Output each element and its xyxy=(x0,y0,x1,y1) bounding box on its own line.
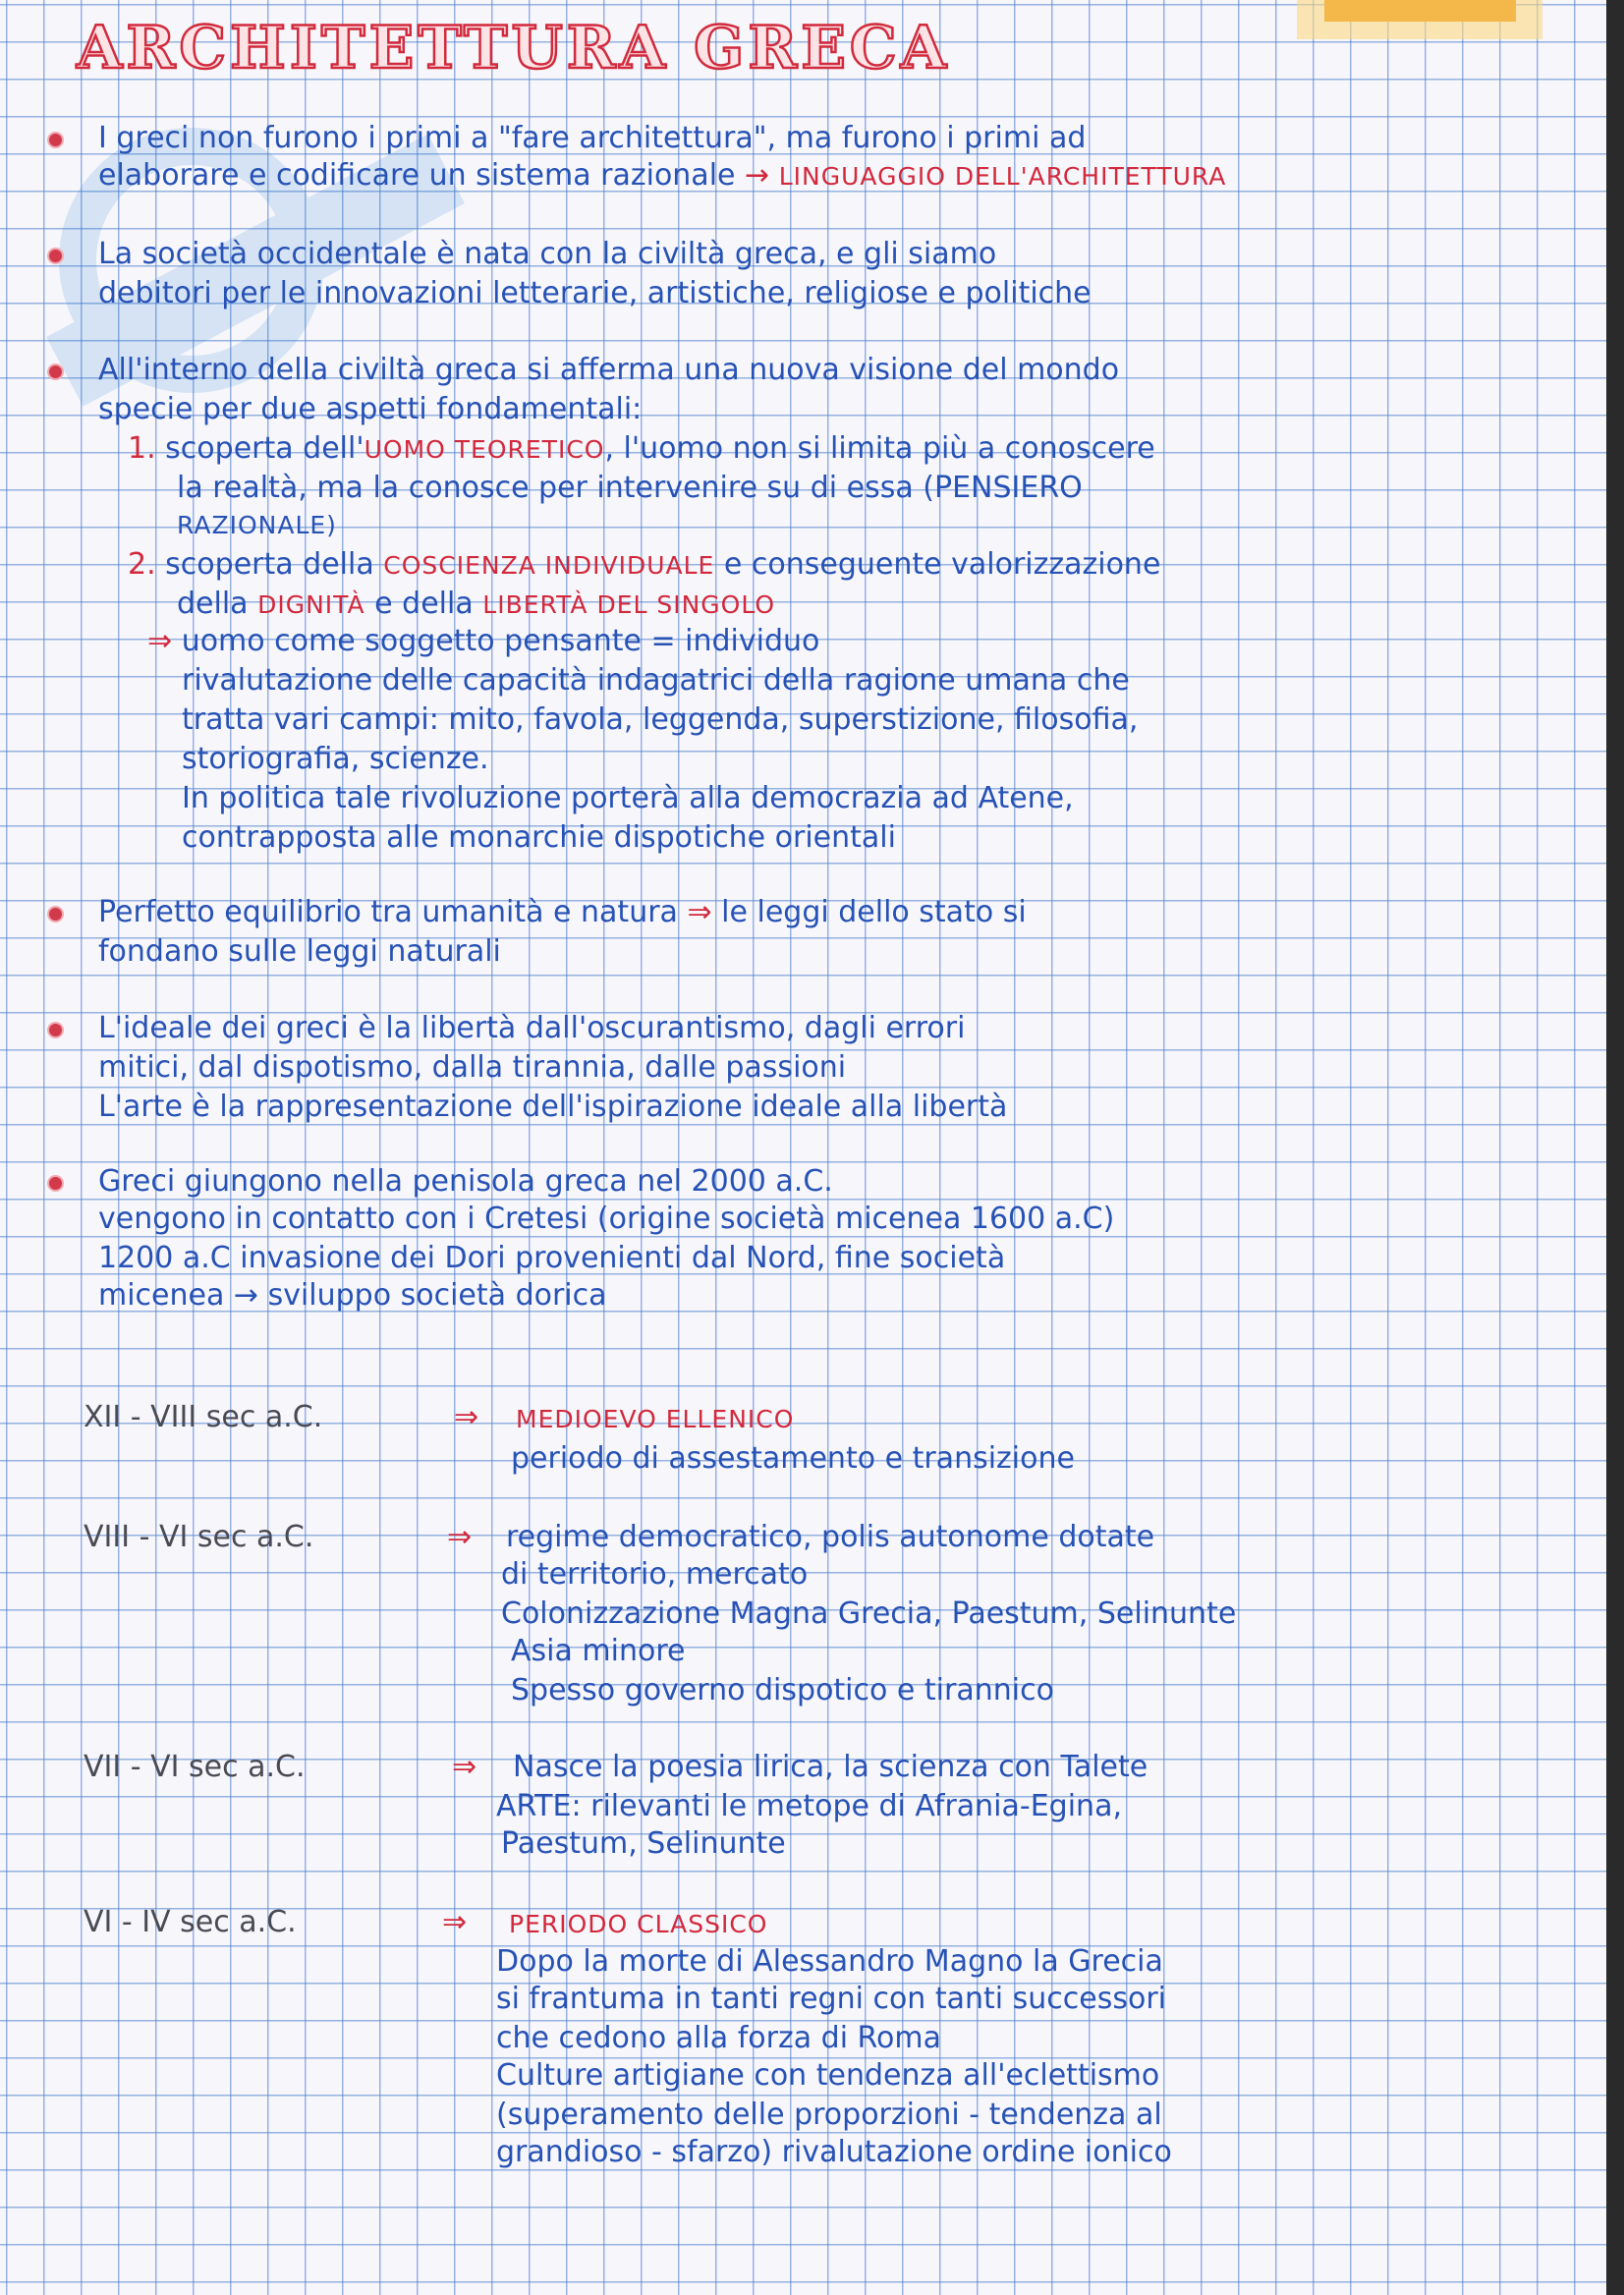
note-line: 1200 a.C invasione dei Dori provenienti dal Nord, fine società xyxy=(98,1241,1006,1275)
note-text: , l'uomo non si limita più a conoscere xyxy=(604,431,1155,466)
note-text: le leggi dello stato si xyxy=(721,895,1027,929)
note-line: In politica tale rivoluzione porterà alla democrazia ad Atene, xyxy=(182,781,1074,815)
note-line xyxy=(177,586,775,624)
timeline-era: VI - IV sec a.C. xyxy=(84,1905,297,1939)
note-line: storiografia, scienze. xyxy=(182,742,489,776)
bullet-dot-icon xyxy=(47,132,64,148)
notebook-edge xyxy=(1606,0,1624,2295)
note-text: scoperta dell' xyxy=(165,431,364,466)
bullet-dot-icon xyxy=(47,906,64,923)
timeline-era: XII - VIII sec a.C. xyxy=(84,1400,323,1434)
note-line: micenea → sviluppo società dorica xyxy=(98,1278,607,1313)
bullet-dot-icon xyxy=(47,1175,64,1192)
note-line: vengono in contatto con i Cretesi (origine società micenea 1600 a.C) xyxy=(98,1202,1115,1236)
bullet-dot-icon xyxy=(47,248,64,264)
note-line: specie per due aspetti fondamentali: xyxy=(98,392,643,426)
timeline-line: grandioso - sfarzo) rivalutazione ordine ionico xyxy=(496,2135,1172,2169)
double-arrow-icon: ⇒ xyxy=(687,895,712,929)
timeline-line: (superamento delle proporzioni - tendenza al xyxy=(496,2098,1162,2132)
note-line: mitici, dal dispotismo, dalla tirannia, dalle passioni xyxy=(98,1050,847,1085)
timeline-heading: PERIODO CLASSICO xyxy=(509,1910,768,1938)
bullet-dot-icon xyxy=(47,1022,64,1038)
timeline-line: che cedono alla forza di Roma xyxy=(496,2021,942,2055)
timeline-line: periodo di assestamento e transizione xyxy=(511,1441,1075,1476)
double-arrow-icon: ⇒ xyxy=(147,624,173,658)
timeline-line: Nasce la poesia lirica, la scienza con Talete xyxy=(513,1750,1148,1784)
point-number: 1. xyxy=(128,431,156,466)
timeline-era: VII - VI sec a.C. xyxy=(84,1750,306,1784)
note-text: della xyxy=(177,587,249,621)
double-arrow-icon: ⇒ xyxy=(447,1520,473,1554)
timeline-line: Asia minore xyxy=(511,1634,686,1668)
note-line: RAZIONALE) xyxy=(177,511,337,539)
highlight-text: LIBERTÀ DEL SINGOLO xyxy=(482,590,776,619)
numbered-point-2 xyxy=(128,546,1160,585)
note-line: La società occidentale è nata con la civiltà greca, e gli siamo xyxy=(98,237,997,271)
note-line: debitori per le innovazioni letterarie, artistiche, religiose e politiche xyxy=(98,276,1092,310)
note-text: uomo come soggetto pensante = individuo xyxy=(181,624,820,658)
note-text: elaborare e codificare un sistema razionale xyxy=(98,158,736,193)
note-text: Perfetto equilibrio tra umanità e natura xyxy=(98,895,678,929)
note-line: contrapposta alle monarchie dispotiche orientali xyxy=(182,820,896,855)
double-arrow-icon: ⇒ xyxy=(442,1905,468,1939)
timeline-line: regime democratico, polis autonome dotate xyxy=(506,1520,1155,1554)
page-title: ARCHITETTURA GRECA xyxy=(77,14,951,83)
note-line xyxy=(98,157,1226,196)
note-line: Greci giungono nella penisola greca nel 2000 a.C. xyxy=(98,1164,833,1199)
point-number: 2. xyxy=(128,547,156,582)
timeline-line: Dopo la morte di Alessandro Magno la Grecia xyxy=(496,1944,1163,1979)
highlight-text: LINGUAGGIO DELL'ARCHITETTURA xyxy=(778,162,1227,191)
bullet-dot-icon xyxy=(47,364,64,380)
timeline-era: VIII - VI sec a.C. xyxy=(84,1520,314,1554)
note-text: e conseguente valorizzazione xyxy=(723,547,1161,582)
note-line: la realtà, ma la conosce per intervenire su di essa (PENSIERO xyxy=(177,471,1083,505)
note-text: scoperta della xyxy=(165,547,374,582)
note-line xyxy=(98,894,1027,931)
timeline-line: Colonizzazione Magna Grecia, Paestum, Selinunte xyxy=(501,1596,1237,1631)
note-line: L'ideale dei greci è la libertà dall'oscurantismo, dagli errori xyxy=(98,1011,966,1045)
note-line xyxy=(147,623,819,660)
note-line: tratta vari campi: mito, favola, leggenda, superstizione, filosofia, xyxy=(182,702,1139,737)
numbered-point-1 xyxy=(128,430,1155,469)
double-arrow-icon: ⇒ xyxy=(454,1400,479,1434)
timeline-line: di territorio, mercato xyxy=(501,1557,809,1592)
note-line: I greci non furono i primi a "fare architettura", ma furono i primi ad xyxy=(98,121,1087,155)
timeline-line: ARTE: rilevanti le metope di Afrania-Egina, xyxy=(496,1789,1122,1823)
highlight-text: COSCIENZA INDIVIDUALE xyxy=(383,551,715,580)
note-text: e della xyxy=(374,587,474,621)
timeline-heading: MEDIOEVO ELLENICO xyxy=(516,1405,795,1433)
highlight-text: UOMO TEORETICO xyxy=(364,435,605,464)
arrow-icon: → xyxy=(745,158,770,193)
timeline-line: Culture artigiane con tendenza all'eclettismo xyxy=(496,2058,1160,2093)
note-line: fondano sulle leggi naturali xyxy=(98,934,501,969)
timeline-line: si frantuma in tanti regni con tanti successori xyxy=(496,1982,1167,2016)
page-tab xyxy=(1324,0,1516,22)
note-line: All'interno della civiltà greca si afferma una nuova visione del mondo xyxy=(98,353,1120,387)
highlight-text: DIGNITÀ xyxy=(257,590,365,619)
note-line: rivalutazione delle capacità indagatrici della ragione umana che xyxy=(182,663,1130,698)
timeline-line: Paestum, Selinunte xyxy=(501,1826,786,1861)
note-line: L'arte è la rappresentazione dell'ispirazione ideale alla libertà xyxy=(98,1090,1008,1124)
timeline-line: Spesso governo dispotico e tirannico xyxy=(511,1673,1054,1707)
double-arrow-icon: ⇒ xyxy=(452,1750,477,1784)
